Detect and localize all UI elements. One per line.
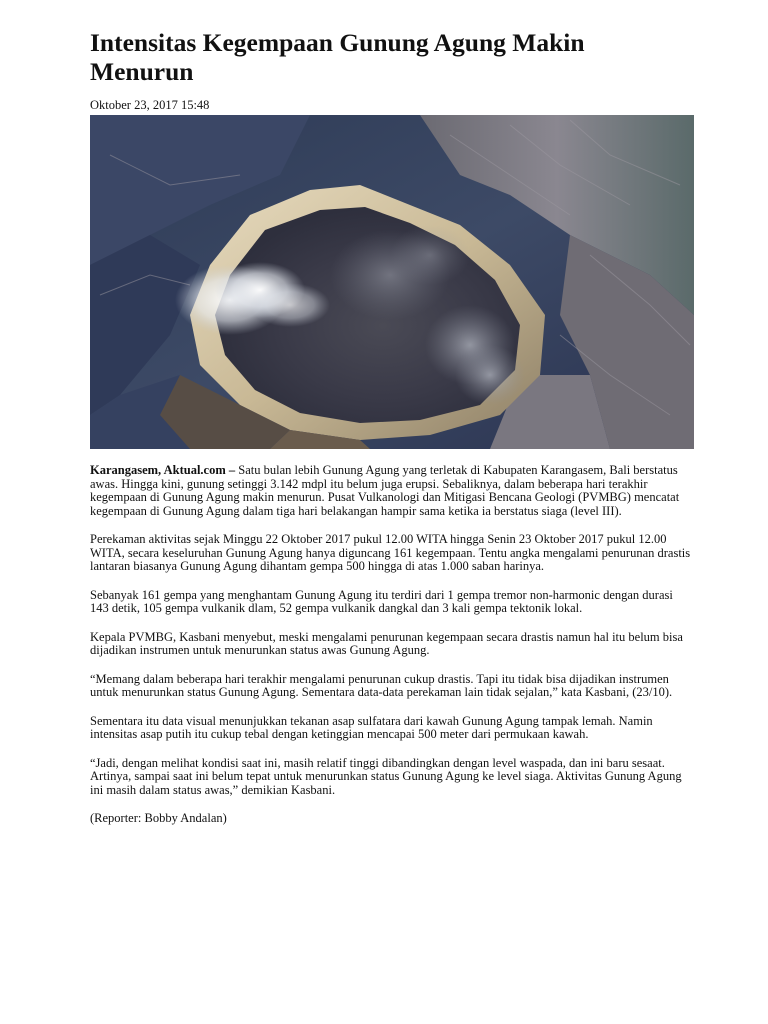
article-paragraph: Kepala PVMBG, Kasbani menyebut, meski mengalami penurunan kegempaan secara drastis namun hal itu belum bisa dijadikan instrumen untuk menurunkan status awas Gunung Agung.: [90, 629, 683, 657]
dateline-dash: –: [225, 463, 239, 477]
paragraph-text: Satu bulan lebih Gunung Agung yang terletak di Kabupaten Karangasem, Bali berstatus awas. Hingga kini, gunung setinggi 3.142 mdpl itu belum juga erupsi. Sebaliknya, dalam beberapa hari terakhir kegempaan di Gunung Agung makin menurun. Pusat Vulkanologi dan Mitigasi Bencana Geologi (PVMBG) mencatat kegempaan di Gunung Agung dalam tiga hari belakangan hampir sama ketika ia berstatus siaga (level III).: [90, 463, 680, 518]
article-paragraph: [90, 464, 694, 518]
volcano-crater-photo: [90, 115, 694, 449]
article-title: Intensitas Kegempaan Gunung Agung Makin Menurun: [90, 28, 585, 86]
article-paragraph: Sementara itu data visual menunjukkan tekanan asap sulfatara dari kawah Gunung Agung tampak lemah. Namin intensitas asap putih itu cukup tebal dengan ketinggian mencapai 500 meter dari permukaan kawah.: [90, 713, 653, 741]
article-date: Oktober 23, 2017 15:48: [90, 98, 210, 112]
article-body: [90, 464, 694, 826]
article-paragraph: “Memang dalam beberapa hari terakhir mengalami penurunan cukup drastis. Tapi itu tidak bisa dijadikan instrumen untuk menurunkan status Gunung Agung. Sementara data-data perekaman lain tidak sejalan,” kata Kasbani, (23/10).: [90, 671, 673, 699]
article-paragraph: “Jadi, dengan melihat kondisi saat ini, masih relatif tinggi dibandingkan dengan level waspada, dan ini baru sesaat. Artinya, sampai saat ini belum tepat untuk menurunkan status Gunung Agung ke level siaga. Aktivitas Gunung Agung ini masih dalam status awas,” demikian Kasbani.: [90, 755, 682, 797]
article-dateline: Karangasem, Aktual.com: [90, 463, 226, 477]
article-paragraph: Sebanyak 161 gempa yang menghantam Gunung Agung itu terdiri dari 1 gempa tremor non-harmonic dengan durasi 143 detik, 105 gempa vulkanik dlam, 52 gempa vulkanik dangkal dan 3 kali gempa tektonik lokal.: [90, 587, 673, 615]
article-paragraph: Perekaman aktivitas sejak Minggu 22 Oktober 2017 pukul 12.00 WITA hingga Senin 23 Oktober 2017 pukul 12.00 WITA, secara keseluruhan Gunung Agung hanya diguncang 161 kegempaan. Tentu angka mengalami penurunan drastis lantaran biasanya Gunung Agung dihantam gempa 500 hingga di atas 1.000 saban harinya.: [90, 532, 691, 573]
article: [90, 28, 694, 841]
reporter-credit: (Reporter: Bobby Andalan): [90, 811, 227, 825]
